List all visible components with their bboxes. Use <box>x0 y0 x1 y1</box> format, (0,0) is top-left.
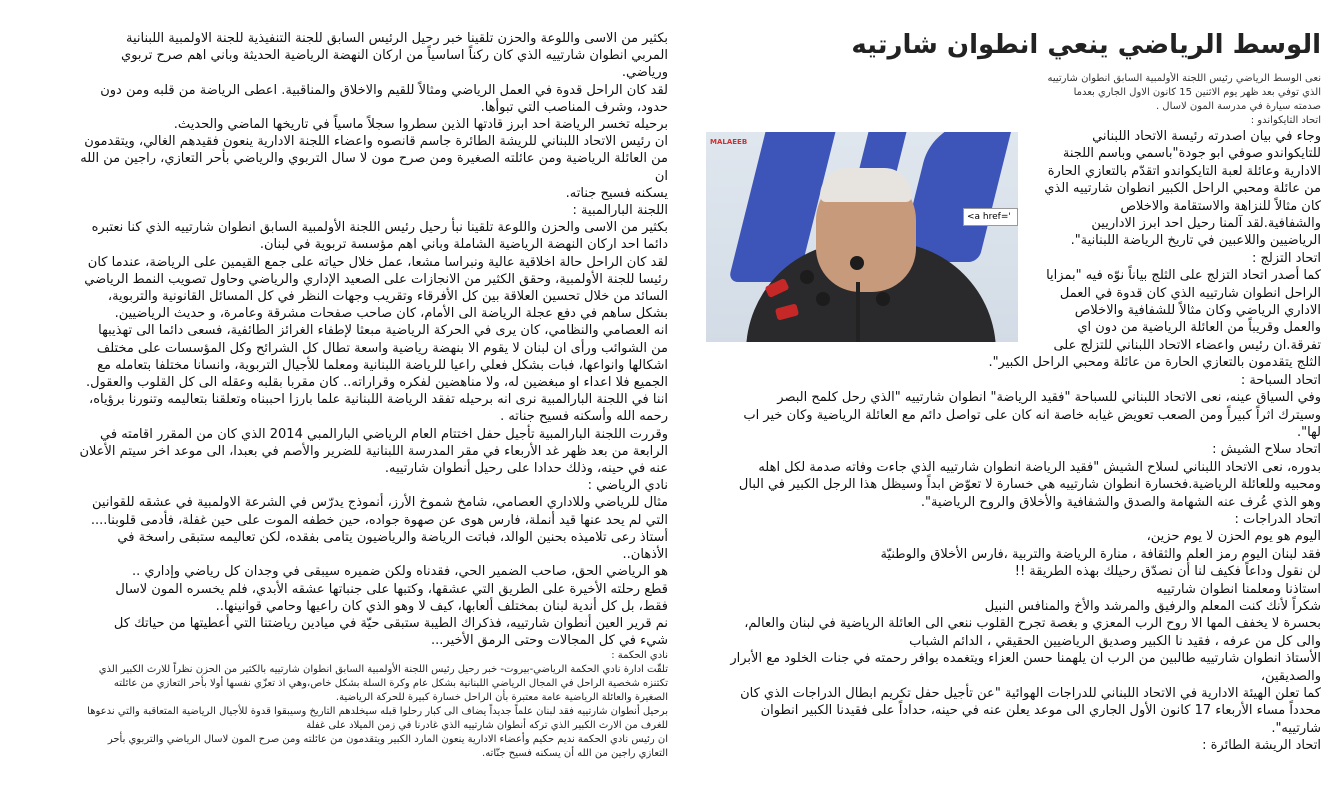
text-line: للغرف من الارث الكبير الذي تركه أنطوان شارتييه الذي غادرنا في زمن الميلاد على غفلة <box>306 720 668 732</box>
text-line: تفرقة.ان رئيس واعضاء الاتحاد اللبناني للتزلج على <box>1053 337 1321 353</box>
text-line: هو الرياضي الحق، صاحب الضمير الحي، فقدناه ولكن ضميره سيبقى في وجدان كل رياضي وإداري .. <box>131 564 668 580</box>
text-line: المربي انطوان شارتييه الذي كان ركناً اساسياً من اركان النهضة الرياضية الحديثة وباني اهم صرح تربوي <box>121 48 668 64</box>
text-line: محدداً مساء الأربعاء 17 كانون الأول الجاري الى موعد يعلن عنه في حينه، حداداً على فقيدنا الكبير انطوان <box>760 703 1321 719</box>
text-line: اتحاد الدراجات : <box>1234 511 1321 527</box>
person-hair <box>820 168 912 202</box>
text-line: شكراً لأنك كنت المعلم والرفيق والمرشد والأخ والمنافس النبيل <box>984 598 1321 614</box>
text-line: بشكل ساهم في دفع عجلة الرياضة الى الأمام، كان صاحب صفحات مشرقة وعامرة، و حديث الرياضيين. <box>114 306 668 322</box>
text-line: الذي توفي بعد ظهر يوم الاثنين 15 كانون الاول الجاري بعدما <box>1073 87 1321 98</box>
text-line: ورياضي. <box>621 65 668 81</box>
text-line: اننا في اللجنة البارالمبية نرى انه برحيله تفقد الرياضة اللبنانية علما بارزا احببناه وتعلقنا بتعاليمه وتنورنا برؤياه، <box>89 392 668 408</box>
link-tooltip: <a href=' <box>963 208 1018 226</box>
text-line: الجميع فلا اعداء او مبغضين له، ولا مناهضين لفكره وقراراته.. كان مقربا بقلبه وعقله الى كل القلوب والعقول. <box>85 375 668 391</box>
text-line: بدوره، نعى الاتحاد اللبناني لسلاح الشيش "فقيد الرياضة انطوان شارتييه الذي جاءت وفاته صدمة لكل اهله <box>758 459 1321 475</box>
microphone-icon <box>800 270 814 284</box>
text-line: لقد كان الراحل حالة اخلاقية عالية ونبراسا مشعا، عمل خلال حياته على جمع القيمين على الرياضة، عندما كان <box>87 254 668 270</box>
text-line: بحسرة لا يخفف المها الا روح الرب المعزي و بغصة تجرح القلوب ننعي الى العائلة الرياضية في لبنان والعالم، <box>744 616 1321 632</box>
text-line: اشكالها وانواعها، فبات بشكل فعلي راعيا للرياضة اللبنانية ومعلما للأجيال التربوية، وانسانا مختلفا بتعامله مع <box>97 357 668 373</box>
text-line: الصغيرة والعائلة الرياضية عامة معتبرة بأن الراحل خسارة كبيرة للحركة الرياضية. <box>335 692 668 704</box>
text-line: لن نقول وداعاً فكيف لنا أن نصدّق رحيلك بهذه الطريقة !! <box>1014 564 1321 580</box>
text-line: التي لم يحد عنها قيد أنملة، فارس هوى عن صهوة جواده، حين خطفه الموت على حين غفلة، فأدمى قلوبنا.... <box>90 512 668 528</box>
text-line: لقد كان الراحل قدوة في العمل الرياضي ومثالاً للقيم والاخلاق والمناقبية. اعطى الرياضة من قلبه ومن دون <box>100 82 668 98</box>
text-line: للتايكواندو صوفي ابو جودة"باسمي وباسم اللجنة <box>1062 146 1321 162</box>
text-line: الثلج يتقدمون بالتعازي الحارة من عائلة ومحبي الراحل الكبير". <box>988 355 1321 371</box>
text-line: يسكنه فسيح جناته. <box>565 185 668 201</box>
text-line: مثال للرياضي وللاداري العصامي، شامخ شموخ الأرز، أنموذج يدرّس في الشرعة الاولمبية في عشقه للقوانين <box>92 495 668 511</box>
text-line: الاداري الرياضي وكان مثالاً للشفافية والاخلاص <box>1074 303 1321 319</box>
text-line: كما أصدر اتحاد التزلج على الثلج بياناً نوّه فيه "بمزايا <box>1046 268 1321 284</box>
text-line: اتحاد التايكواندو : <box>1250 115 1321 126</box>
text-line: من عائلة ومحبي الراحل الكبير انطوان شارتييه الذي <box>1044 181 1321 197</box>
text-line: كما تعلن الهيئة الادارية في الاتحاد اللبناني للدراجات الهوائية "عن تأجيل حفل تكريم ابطال الدراجات الذي كان <box>740 686 1321 701</box>
microphone-icon <box>850 256 864 270</box>
text-line: تكتنزه شخصية الراحل في المجال الرياضي اللبنانية بشكل عام وكرة السلة بشكل خاص،وهي اذ تعزّي نفسها أولا بأحر التعازي من عائلته <box>113 678 668 690</box>
text-line: حدود، وشرف المناصب التي تبوأها. <box>480 99 668 115</box>
text-line: والعمل وقريباً من العائلة الرياضية من دون اي <box>1077 320 1321 336</box>
text-line: وقررت اللجنة البارالمبية تأجيل حفل اختتام العام الرياضي البارالمبي 2014 الذي كان من المقرر اقامته في <box>100 426 668 442</box>
left-body-text <box>64 30 668 649</box>
watermark-logo: MALAEEB <box>710 138 748 146</box>
text-line: التعازي راجين من الله أن يسكنه فسيح جنّاته. <box>482 748 668 760</box>
microphone-icon <box>876 292 890 306</box>
text-line: اتحاد السباحة : <box>1240 372 1321 388</box>
text-line: انه العصامي والنظامي، كان يرى في الحركة الرياضية مبعثا لإطفاء الغرائز الطائفية، فسعى دائما الى تهذيبها <box>98 323 668 339</box>
text-line: نم قرير العين أنطوان شارتييه، فذكراك الطيبة ستبقى حيّة في ميادين رياضتنا التي أعطيتها من حياتك كل <box>113 615 668 631</box>
text-line: السائد من خلال تحسين العلاقة بين كل الأفرقاء وتقريب وجهات النظر في كل المسائل القانونية والتربوية، <box>107 289 668 305</box>
text-line: اتحاد الريشة الطائرة : <box>1202 738 1321 754</box>
text-line: تلقّت ادارة نادي الحكمة الرياضي-بيروت- خبر رحيل رئيس اللجنة الأولمبية السابق انطوان شارتييه بالكثير من الحزن نظراً للارث الكبير الذي <box>98 664 668 676</box>
right-column <box>706 72 1321 802</box>
text-line: فقد لبنان اليوم رمز العلم والثقافة ، منارة الرياضة والتربية ،فارس الأخلاق والوطنيّة <box>880 546 1321 562</box>
text-line: الراحل انطوان شارتييه الذي كان قدوة في العمل <box>1059 285 1321 301</box>
text-line: الرابعة من بعد ظهر غد الأربعاء في مقر المدرسة اللبنانية للضرير والأصم في بعبدا، الى موعد اخر سيتم الأعلان <box>79 443 668 459</box>
text-line: ومحبيه وللعائلة الرياضية.فخسارة انطوان شارتييه هي خسارة لا تعوّض ابداً وسيظل هذا الرجل الكبير في البال <box>738 477 1321 493</box>
text-line: ان رئيس نادي الحكمة نديم حكيم وأعضاء الادارية ينعون المارد الكبير ويتقدمون من عائلته ومن صرح المون لاسال الرياضي والتربوي بأحر <box>107 734 668 746</box>
text-line: أستاذ رعى تلاميذه بحنين الوالد، فباتت الرياضة والرياضيون يتامى بفقده، لكن تعاليمه ستبقى راسخة في <box>117 529 668 545</box>
text-line: استاذنا ومعلمنا انطوان شارتييه <box>1156 581 1321 597</box>
text-line: وفي السياق عينه، نعى الاتحاد اللبناني للسباحة "فقيد الرياضة" انطوان شارتييه "الذي رحل كلمح البصر <box>777 390 1321 406</box>
text-line: الرياضيين واللاعبين في تاريخ الرياضة اللبنانية". <box>1070 233 1321 249</box>
left-small-text <box>64 649 668 761</box>
text-line: ان رئيس الاتحاد اللبناني للريشة الطائرة جاسم قانصوه واعضاء اللجنة الادارية ينعون فقيدهم الغالي، ويتقدمون <box>84 134 668 150</box>
article-photo <box>706 132 1018 342</box>
text-line: نعى الوسط الرياضي رئيس اللجنة الأولمبية السابق انطوان شارتييه <box>1047 73 1321 84</box>
text-line: اللجنة البارالمبية : <box>572 203 668 219</box>
text-line: برحيله تخسر الرياضة احد ابرز قادتها الذين سطروا سجلاً ماسياً في تاريخها الماضي والحديث. <box>173 117 668 133</box>
text-line: صدمته سيارة في مدرسة المون لاسال . <box>1155 101 1321 112</box>
microphone-stand <box>856 282 860 342</box>
text-line: شيء في كل المجالات وحتى الرمق الأخير... <box>431 633 668 649</box>
text-line: وسيترك اثراً كبيراً ومن الصعب تعويض غيابه خاصة انه كان على تواصل دائم مع العائلة الرياضية وكان خير اب <box>743 407 1321 423</box>
text-line: دائما احد اركان النهضة الرياضية الشاملة وباني اهم مؤسسة تربوية في لبنان. <box>259 237 668 253</box>
text-line: اتحاد سلاح الشيش : <box>1212 442 1321 458</box>
article-title: الوسط الرياضي ينعي انطوان شارتيه <box>851 30 1321 61</box>
text-line: اليوم هو يوم الحزن لا يوم حزين، <box>1146 529 1321 545</box>
text-line: عنه في حينه، وذلك حدادا على رحيل أنطوان شارتييه. <box>384 461 668 477</box>
text-line: من الشوائب ورأى ان لبنان لا يقوم الا بنهضة رياضية واسعة تطال كل الشرائح وكل المؤسسات على مختلف <box>96 340 668 356</box>
text-line: والصديقين، <box>1260 668 1321 684</box>
text-line: فقط، بل كل أندية لبنان بمختلف ألعابها، كيف لا وهو الذي كان راعيها وحامي قوانينها.. <box>215 598 668 614</box>
text-line: نادي الرياضي : <box>587 478 668 494</box>
left-column <box>64 30 668 800</box>
text-line: رحمه الله وأسكنه فسيح جناته . <box>500 409 668 425</box>
text-line: برحيل أنطوان شارتييه فقد لبنان علماً جديداً يضاف الى كبار رحلوا قبله سيخلدهم التاريخ وسيبقوا قدوة للأجيال الرياضية المتعاقبة والتي ندعوها <box>87 706 668 718</box>
text-line: قطع رحلته الأخيرة على الطريق التي عشقها، وكتبها على جنباتها عشقه الأبدي، فلم يخسره المون لاسال <box>115 581 668 597</box>
text-line: شارتييه". <box>1271 720 1321 736</box>
text-line: والشفافية.لقد آلمنا رحيل احد ابرز الاداريين <box>1091 216 1321 232</box>
text-line: نادي الحكمة : <box>611 650 668 662</box>
text-line: بكثير من الاسى والحزن واللوعة تلقينا نبأ رحيل رئيس اللجنة الأولمبية السابق انطوان شارتييه الذي كنا نعتبره <box>91 220 668 236</box>
text-line: الأستاذ انطوان شارتييه طالبين من الرب ان يلهمنا حسن العزاء ويتغمده بوافر رحمته في جنات الخلود مع الأبرار <box>730 651 1321 667</box>
article-intro <box>706 72 1321 128</box>
text-line: وهو الذي عُرف عنه الشهامة والصدق والشفافية والأخلاق والروح الرياضية". <box>920 494 1321 510</box>
text-line: بكثير من الاسى واللوعة والحزن تلقينا خبر رحيل الرئيس السابق للجنة التنفيذية للجنة الاولمبية اللبنانية <box>125 31 668 46</box>
text-line: الأذهان.. <box>622 547 668 563</box>
text-line: الادارية وعائلة لعبة التايكواندو اتقدّم بالتعازي الحارة <box>1047 163 1321 179</box>
text-line: من العائلة الرياضية ومن عائلته الصغيرة ومن صرح مون لا سال التربوي والرياضي بأحر التعازي، راجين من الله ان <box>80 151 668 184</box>
text-line: وجاء في بيان اصدرته رئيسة الاتحاد اللبناني <box>1092 129 1321 144</box>
text-line: لها". <box>1296 424 1321 440</box>
text-line: رئيسا للجنة الأولمبية، وحقق الكثير من الانجازات على الصعيد الإداري والرياضي وحاول تصويب النمط الرياضي <box>84 271 668 287</box>
microphone-icon <box>816 292 830 306</box>
text-line: كان مثالاً للنزاهة والاستقامة والاخلاص <box>1120 198 1321 214</box>
text-line: والى كل من عرفه ، فقيد نا الكبير وصديق الرياضيين الحقيقي ، الدائم الشباب <box>909 633 1321 649</box>
text-line: اتحاد التزلج : <box>1251 250 1321 266</box>
